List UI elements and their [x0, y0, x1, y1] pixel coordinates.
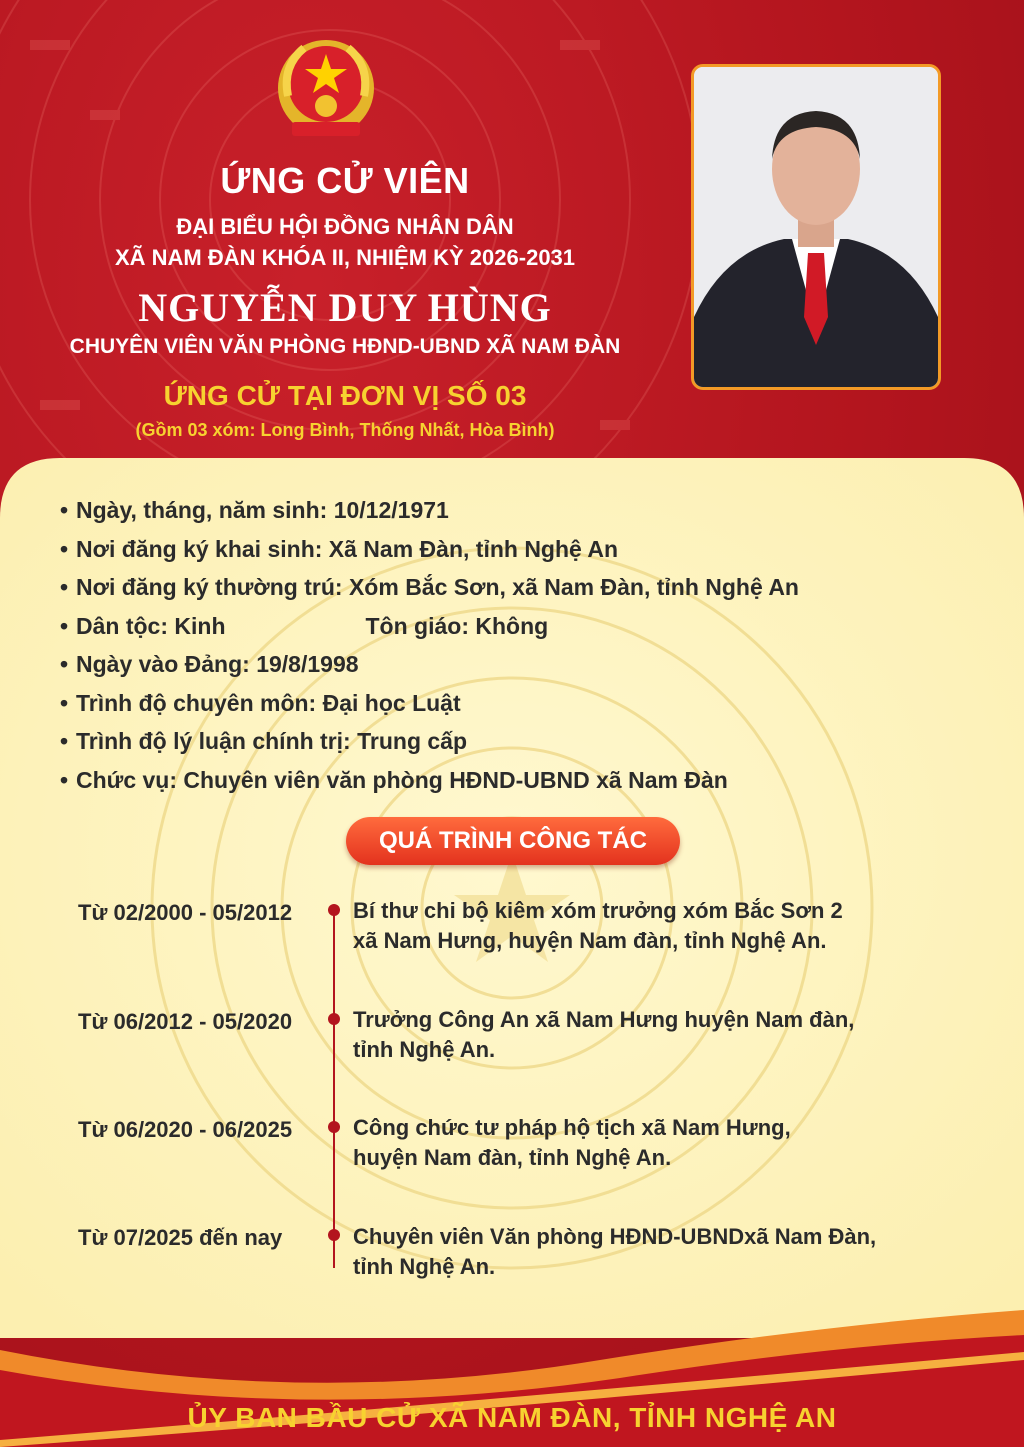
- career-desc-1: Bí thư chi bộ kiêm xóm trưởng xóm Bắc Sơn 2 xã Nam Hưng, huyện Nam đàn, tỉnh Nghệ An.: [353, 898, 843, 953]
- timeline-dot: [328, 1121, 340, 1133]
- info-ethnicity-religion: • Dân tộc: Kinh Tôn giáo: Không: [60, 612, 549, 639]
- timeline-dot: [328, 1013, 340, 1025]
- term-subtitle: XÃ NAM ĐÀN KHÓA II, NHIỆM KỲ 2026-2031: [114, 245, 576, 270]
- council-subtitle: ĐẠI BIỂU HỘI ĐỒNG NHÂN DÂN: [176, 214, 514, 239]
- info-birth-date: • Ngày, tháng, năm sinh: 10/12/1971: [60, 497, 449, 523]
- career-period-2: Từ 06/2012 - 05/2020: [78, 1009, 293, 1034]
- info-political-level: • Trình độ lý luận chính trị: Trung cấp: [60, 728, 468, 754]
- electoral-unit: ỨNG CỬ TẠI ĐƠN VỊ SỐ 03: [163, 380, 527, 411]
- career-desc-3: Công chức tư pháp hộ tịch xã Nam Hưng, huyện Nam đàn, tỉnh Nghệ An.: [353, 1115, 791, 1170]
- info-birth-place: • Nơi đăng ký khai sinh: Xã Nam Đàn, tỉnh Nghệ An: [60, 535, 619, 562]
- electoral-unit-detail: (Gồm 03 xóm: Long Bình, Thống Nhất, Hòa Bình): [135, 420, 555, 440]
- timeline-dot: [328, 1229, 340, 1241]
- info-residence: • Nơi đăng ký thường trú: Xóm Bắc Sơn, xã Nam Đàn, tỉnh Nghệ An: [60, 574, 799, 600]
- career-period-4: Từ 07/2025 đến nay: [78, 1225, 283, 1250]
- info-party-date: • Ngày vào Đảng: 19/8/1998: [60, 651, 359, 677]
- national-emblem-icon: [268, 36, 384, 146]
- timeline-line: [333, 906, 335, 1268]
- page-title: ỨNG CỬ VIÊN: [220, 160, 470, 201]
- info-position: • Chức vụ: Chuyên viên văn phòng HĐND-UBND xã Nam Đàn: [60, 766, 728, 793]
- career-period-1: Từ 02/2000 - 05/2012: [78, 900, 293, 925]
- portrait-illustration: [694, 67, 938, 387]
- footer-committee: ỦY BAN BẦU CỬ XÃ NAM ĐÀN, TỈNH NGHỆ AN: [187, 1402, 837, 1433]
- timeline-dot: [328, 904, 340, 916]
- candidate-photo: [691, 64, 941, 390]
- candidate-name: NGUYỄN DUY HÙNG: [138, 285, 552, 330]
- info-education: • Trình độ chuyên môn: Đại học Luật: [60, 689, 461, 716]
- career-heading: QUÁ TRÌNH CÔNG TÁC: [346, 817, 680, 865]
- candidate-info-list: [60, 493, 799, 801]
- career-desc-2: Trưởng Công An xã Nam Hưng huyện Nam đàn, tỉnh Nghệ An.: [353, 1007, 855, 1062]
- career-period-3: Từ 06/2020 - 06/2025: [78, 1117, 293, 1142]
- career-desc-4: Chuyên viên Văn phòng HĐND-UBNDxã Nam Đàn, tỉnh Nghệ An.: [353, 1224, 877, 1279]
- candidate-role: CHUYÊN VIÊN VĂN PHÒNG HĐND-UBND XÃ NAM ĐÀN: [69, 335, 621, 358]
